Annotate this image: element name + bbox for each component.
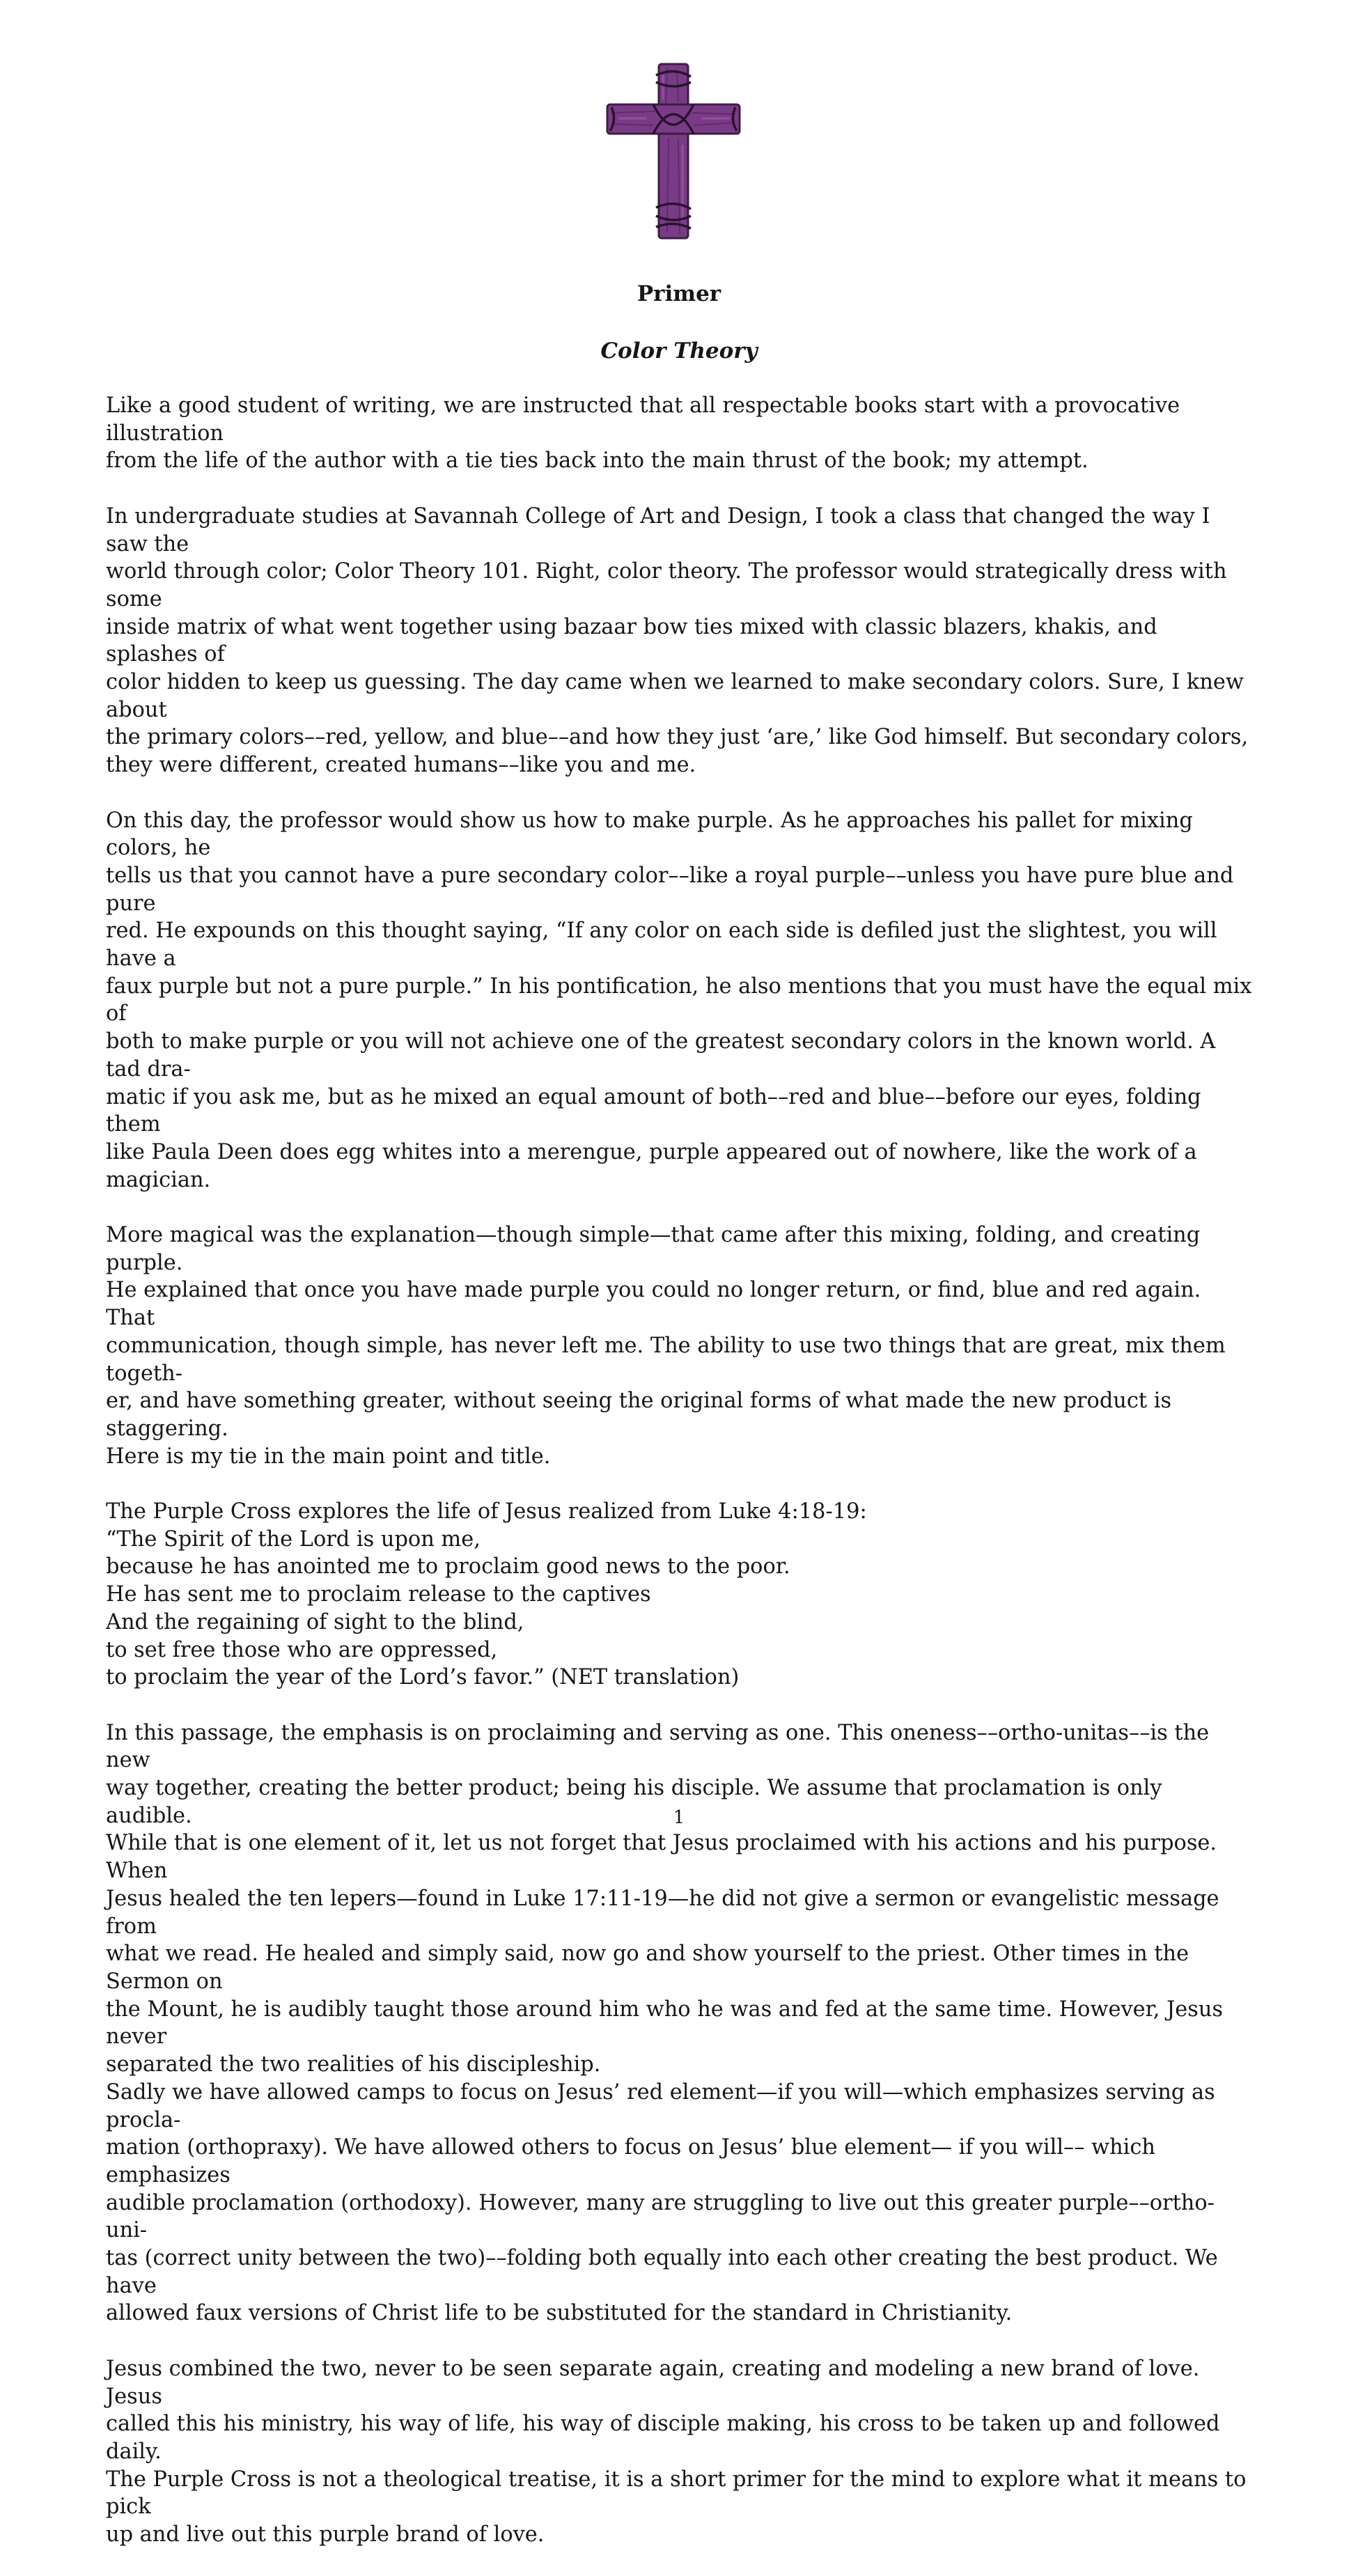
paragraph-2: In undergraduate studies at Savannah College of Art and Design, I took a class that changed the way I saw the world through color; Color Theory 101. Right, color theory. The professor would strategically dress with some inside matrix of what went together using bazaar bow ties mixed with classic blazers, khakis, and splashes of color hidden to keep us guessing. The day came when we learned to make secondary colors. Sure, I knew about the primary colors––red, yellow, and blue––and how they just ‘are,’ like God himself. But secondary colors, they were different, created humans––like you and me. — [106, 504, 1249, 778]
paragraph-1: Like a good student of writing, we are instructed that all respectable books start with a provocative illustration from the life of the author with a tie ties back into the main thrust of the book; my attempt. — [106, 393, 1180, 474]
body-text — [106, 392, 1254, 2576]
page-subtitle: Color Theory — [600, 338, 758, 364]
paragraph-3: On this day, the professor would show us how to make purple. As he approaches his pallet for mixing colors, he tells us that you cannot have a pure secondary color––like a royal purple––unless you have pure blue and pure red. He expounds on this thought saying, “If any color on each side is defiled just the slightest, you will have a faux purple but not a pure purple.” In his pontification, he also mentions that you must have the equal mix of both to make purple or you will not achieve one of the greatest secondary colors in the known world. A tad dra- matic if you ask me, but as he mixed an equal amount of both––red and blue––before our eyes, folding them like Paula Deen does egg whites into a merengue, purple appeared out of nowhere, like the work of a magician. — [106, 808, 1252, 1192]
page-number: 1 — [673, 1807, 685, 1828]
purple-cross-illustration — [604, 61, 744, 242]
scripture-quote: The Purple Cross explores the life of Jesus realized from Luke 4:18-19: “The Spirit of the Lord is upon me, because he has anointed me to proclaim good news to the poor. He has sent me to proclaim release to the captives And the regaining of sight to the blind, to set free those who are oppressed, to proclaim the year of the Lord’s favor.” (NET translation) — [106, 1499, 867, 1690]
paragraph-6: In this passage, the emphasis is on proclaiming and serving as one. This oneness––ortho-unitas––is the new way together, creating the better product; being his disciple. We assume that proclamation is only audible. While that is one element of it, let us not forget that Jesus proclaimed with his actions and his purpose. When Jesus healed the ten lepers—found in Luke 17:11-19—he did not give a sermon or evangelistic message from what we read. He healed and simply said, now go and show yourself to the priest. Other times in the Sermon on the Mount, he is audibly taught those around him who he was and fed at the same time. However, Jesus never separated the two realities of his discipleship. — [106, 1720, 1224, 2077]
paragraph-8: Jesus combined the two, never to be seen separate again, creating and modeling a new brand of love. Jesus called this his ministry, his way of life, his way of disciple making, his cross to be taken up and followed daily. The Purple Cross is not a theological treatise, it is a short primer for the mind to explore what it means to pick up and live out this purple brand of love. — [106, 2356, 1247, 2547]
paragraph-4: More magical was the explanation—though simple—that came after this mixing, folding, and creating purple. He explained that once you have made purple you could no longer return, or find, blue and red again. That communication, though simple, has never left me. The ability to use two things that are great, mix them togeth- er, and have something greater, without seeing the original forms of what made the new product is staggering. Here is my tie in the main point and title. — [106, 1223, 1226, 1469]
paragraph-7: Sadly we have allowed camps to focus on Jesus’ red element—if you will—which emphasizes serving as procla- mation (orthopraxy). We have allowed others to focus on Jesus’ blue element— if you will–– which emphasizes audible proclamation (orthodoxy). However, many are struggling to live out this greater purple––ortho-uni- tas (correct unity between the two)––folding both equally into each other creating the best product. We have allowed faux versions of Christ life to be substituted for the standard in Christianity. — [106, 2079, 1218, 2326]
page-title: Primer — [637, 281, 721, 306]
